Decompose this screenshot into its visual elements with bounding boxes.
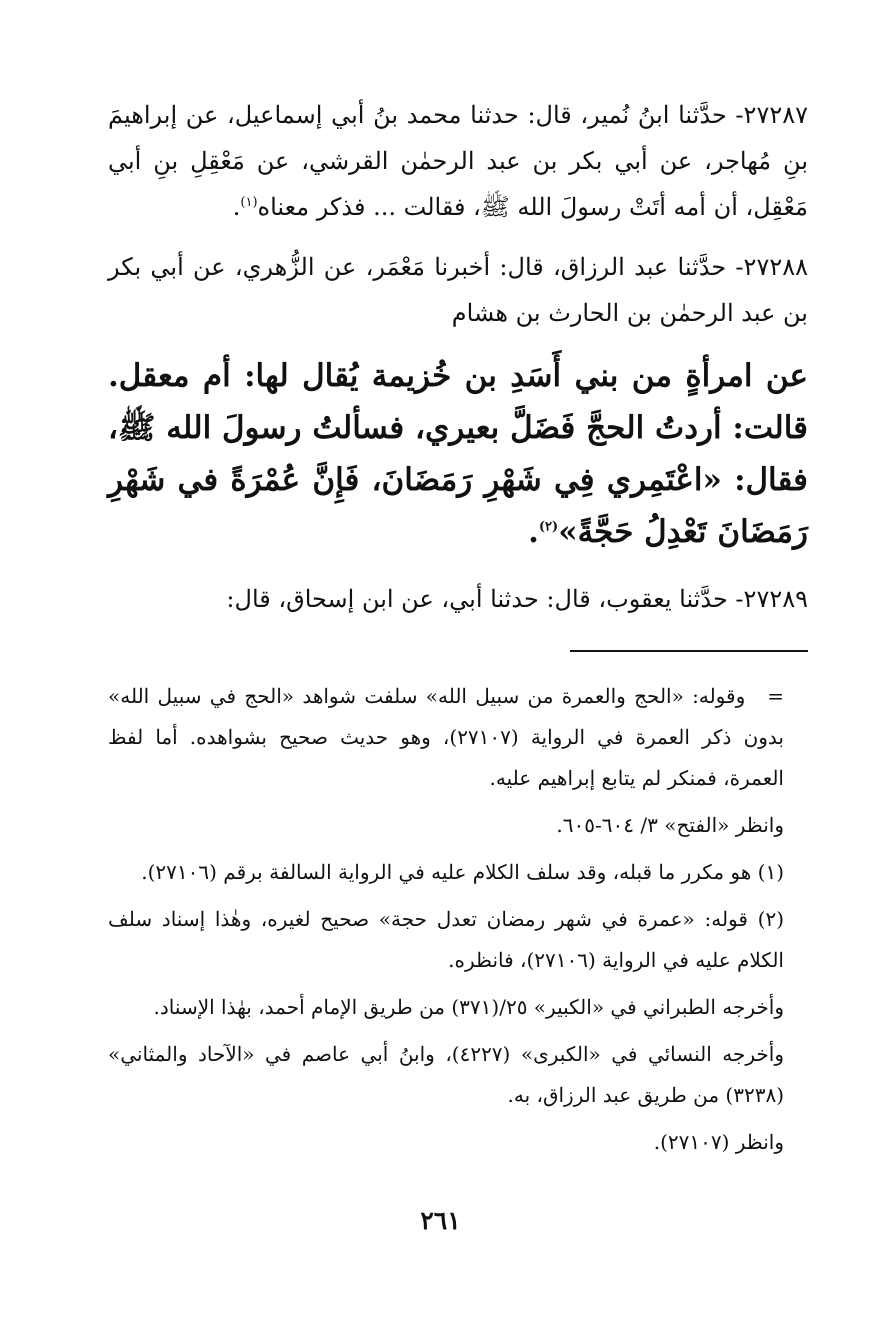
footnote-2: (٢) قوله: «عمرة في شهر رمضان تعدل حجة» صحيح لغيره، وهٰذا إسناد سلف الكلام عليه في الرواية (٢٧١٠٦)، فانظره. <box>108 907 784 972</box>
footnote-ref-1: (١) <box>240 195 258 210</box>
main-text <box>108 92 808 636</box>
hadith-27288-matn <box>108 350 808 558</box>
hadith-27288 <box>108 244 808 336</box>
footnote-1: (١) هو مكرر ما قبله، وقد سلف الكلام عليه في الرواية السالفة برقم (٢٧١٠٦). <box>141 860 784 884</box>
footnote-continued-text: وقوله: «الحج والعمرة من سبيل الله» سلفت شواهد «الحج في سبيل الله» بدون ذكر العمرة في الرواية (٢٧١٠٧)، وهو حديث صحيح بشواهده. أما لفظ العمرة، فمنكر لم يتابع إبراهيم عليه. <box>108 684 784 790</box>
footnote-ref-2: (٢) <box>538 519 559 535</box>
hadith-27287 <box>108 92 808 230</box>
hadith-27289 <box>108 576 808 622</box>
matn-text: عن امرأةٍ من بني أَسَدِ بن خُزيمة يُقال لها: أم معقل. قالت: أردتُ الحجَّ فَضَلَّ بعيري، فسألتُ رسولَ الله ﷺ، فقال: «اعْتَمِري فِي شَهْرِ رَمَضَانَ، فَإِنَّ عُمْرَةً في شَهْرِ رَمَضَانَ تَعْدِلُ حَجَّةً» <box>108 358 808 550</box>
matn-end: . <box>528 514 539 550</box>
footnote-continued-ref: وانظر «الفتح» ٣/ ٦٠٤-٦٠٥. <box>556 813 784 837</box>
footnote-divider <box>570 650 808 652</box>
continuation-mark: = <box>767 684 784 708</box>
footnote-2-source-2: وأخرجه النسائي في «الكبرى» (٤٢٢٧)، وابنُ أبي عاصم في «الآحاد والمثاني» (٣٢٣٨) من طريق عبد الرزاق، به. <box>108 1042 784 1107</box>
hadith-27288-text: ٢٧٢٨٨- حدَّثنا عبد الرزاق، قال: أخبرنا مَعْمَر، عن الزُّهري، عن أبي بكر بن عبد الرحمٰن بن الحارث بن هشام <box>108 253 808 327</box>
hadith-27289-text: ٢٧٢٨٩- حدَّثنا يعقوب، قال: حدثنا أبي، عن ابن إسحاق، قال: <box>226 585 808 613</box>
footnotes <box>108 676 808 1169</box>
page-number: ٢٦١ <box>420 1206 461 1235</box>
footnote-continued <box>108 676 808 799</box>
hadith-27287-end: . <box>232 193 241 221</box>
hadith-27287-text: ٢٧٢٨٧- حدَّثنا ابنُ نُمير، قال: حدثنا محمد بنُ أبي إسماعيل، عن إبراهيمَ بنِ مُهاجر، عن أبي بكر بن عبد الرحمٰن القرشي، عن مَعْقِلِ بنِ أبي مَعْقِل، أن أمه أتَتْ رسولَ الله ﷺ، فقالت ... فذكر معناه <box>108 101 808 221</box>
footnote-2-source-1: وأخرجه الطبراني في «الكبير» ٢٥/(٣٧١) من طريق الإمام أحمد، بهٰذا الإسناد. <box>153 995 784 1019</box>
footnote-2-see-also: وانظر (٢٧١٠٧). <box>653 1130 784 1154</box>
